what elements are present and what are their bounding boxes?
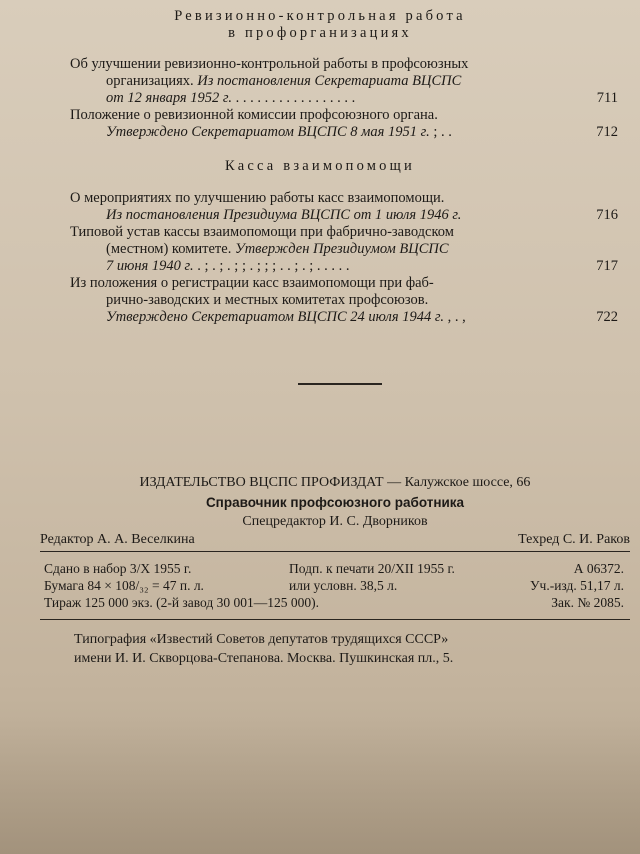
entry-source: Утвержден Президиумом ВЦСПС [234, 241, 449, 257]
page-number: 716 [596, 207, 618, 223]
detail-cell: Подп. к печати 20/XII 1955 г. [289, 561, 455, 576]
detail-cell: А 06372. [573, 561, 624, 576]
entry-source: Утверждено Секретариатом ВЦСПС 24 июля 1944 г. [106, 309, 444, 325]
print-detail-row [44, 560, 630, 577]
detail-cell: Уч.-изд. 51,17 л. [529, 578, 624, 593]
toc-entry-1 [70, 56, 618, 107]
entry-line: Об улучшении ревизионно-контрольной работы в профсоюзных [70, 56, 469, 72]
detail-cell: Бумага 84 × 108/₃₂ = 47 п. л. [44, 578, 204, 593]
entry-date: от 12 января 1952 г. [106, 90, 232, 106]
toc-entry-3 [70, 190, 618, 224]
entry-source: Утверждено Секретариатом ВЦСПС 8 мая 1951 г. [106, 124, 430, 140]
entry-line: Из положения о регистрации касс взаимопомощи при фаб- [70, 275, 434, 291]
entry-line: Типовой устав кассы взаимопомощи при фабрично-заводском [70, 224, 454, 240]
entry-leader-dots: ; . . [433, 124, 452, 140]
page-number: 722 [596, 309, 618, 325]
imprint-divider-bottom [40, 619, 630, 620]
detail-cell: Сдано в набор 3/X 1955 г. [44, 561, 192, 576]
print-detail-row [44, 577, 630, 594]
page-number: 717 [596, 258, 618, 274]
detail-cell: Зак. № 2085. [551, 595, 624, 610]
section-title-mutual-aid: Касса взаимопомощи [225, 158, 415, 174]
editors-row [40, 531, 630, 548]
publisher-line: ИЗДАТЕЛЬСТВО ВЦСПС ПРОФИЗДАТ — Калужское шоссе, 66 [139, 475, 531, 490]
toc-entry-5 [70, 275, 618, 326]
detail-cell: Тираж 125 000 экз. (2-й завод 30 001—125 000). [44, 595, 320, 610]
section-title-revision [60, 8, 580, 42]
entry-line: рично-заводских и местных комитетах профсоюзов. [106, 292, 429, 308]
toc-entry-4 [70, 224, 618, 275]
page-number: 711 [596, 90, 618, 106]
book-title: Справочник профсоюзного работника [205, 495, 465, 510]
section-title-line-1: Ревизионно-контрольная работа [174, 8, 466, 24]
editor: Редактор А. А. Веселкина [40, 532, 195, 547]
entry-leader-dots: . . . . . . . . . . . . . . . . . [235, 90, 356, 106]
toc-entry-2 [70, 107, 618, 141]
entry-leader-dots: . ; . ; . ; ; . ; ; ; . . ; . ; . . . . . [197, 258, 350, 274]
entry-line: Положение о ревизионной комиссии профсоюзного органа. [70, 107, 438, 123]
tech-editor: Техред С. И. Раков [518, 532, 630, 547]
entry-date: 7 июня 1940 г. [106, 258, 194, 274]
section-divider [298, 383, 382, 385]
printer-info [74, 630, 634, 668]
special-editor: Спецредактор И. С. Дворников [242, 514, 428, 529]
print-details [44, 560, 630, 611]
page-shadow [0, 714, 640, 854]
entry-line-plain: организациях. [106, 73, 194, 89]
printer-line-1: Типография «Известий Советов депутатов трудящихся СССР» [74, 632, 449, 647]
detail-cell: или условн. 38,5 л. [289, 578, 398, 593]
page-number: 712 [596, 124, 618, 140]
entry-line: О мероприятиях по улучшению работы касс взаимопомощи. [70, 190, 445, 206]
imprint-divider-top [40, 551, 630, 552]
entry-source: Из постановления Секретариата ВЦСПС [197, 73, 462, 89]
section-title-line-2: в профорганизациях [228, 25, 412, 41]
entry-source: Из постановления Президиума ВЦСПС от 1 июля 1946 г. [106, 207, 462, 223]
entry-leader-dots: , . , [447, 309, 466, 325]
printer-line-2: имени И. И. Скворцова-Степанова. Москва. Пушкинская пл., 5. [74, 651, 454, 666]
print-detail-row [44, 594, 630, 611]
entry-line-plain: (местном) комитете. [106, 241, 232, 257]
